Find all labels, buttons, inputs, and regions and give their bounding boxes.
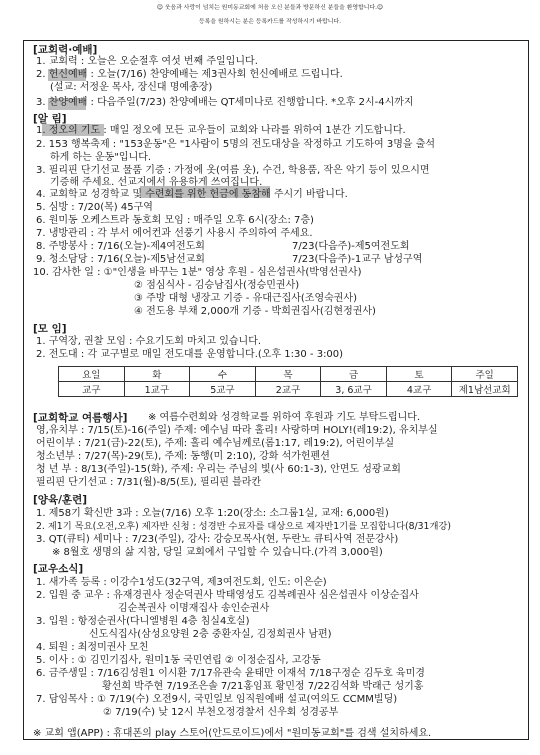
table-row [59,382,518,397]
training-line-2: 2. 제1기 목요(오전,오후) 제자반 신청 : 성경반 수료자를 대상으로 제자반1기를 모집합니다(8/31개강) [36,521,452,532]
notice-line-9b: 7/23(다음주)-1교구 남성구역 [292,254,423,265]
worship-line-1: 1. 교회력 : 오늘은 오순절후 여섯 번째 주일입니다. [36,56,258,67]
evangelism-schedule-table [58,366,518,397]
notice-line-8: 8. 주방봉사 : 7/16(오늘)-제4여전도회 [36,241,205,252]
notice-line-10d: ④ 전도용 부채 2,000개 기증 - 박희권집사(김현정권사) [134,306,376,317]
summer-line-1: 영,유치부 : 7/15(토)-16(주일) 주제: 예수님 따라 홀리! 사랑하며 HOLY!(레19:2), 유치부실 [36,425,438,436]
table-cell: 제1남선교회 [452,382,518,397]
notice-line-8b: 7/23(다음주)-제5여전도회 [292,241,410,252]
notice-line-3b: 기증해 주세요. 선교지에서 유용하게 쓰여집니다. [50,177,263,188]
summer-title-note: ※ 여름수련회와 성경학교를 위하여 후원과 기도 부탁드립니다. [148,412,421,423]
notice-line-10c: ③ 주방 대형 냉장고 기증 - 유대근집사(조영숙권사) [134,293,357,304]
summer-line-3: 청소년부 : 7/27(목)-29(토), 주제: 동행(미 2:10), 강화 석가헌펜션 [36,451,330,462]
news-line-1: 1. 새가족 등록 : 이강수1성도(32구역, 제3여전도회, 인도: 이은순) [36,577,327,588]
table-cell: 교구 [59,382,125,397]
news-line-4: 4. 퇴원 : 최정미권사 모친 [36,642,149,653]
notice-line-6: 6. 원미동 오케스트라 동호회 모임 : 매주일 오후 6시(장소: 7층) [36,215,314,226]
section-title-news: [교우소식] [33,563,84,575]
table-header-cell: 화 [124,367,190,382]
section-title-training: [양육/훈련] [33,494,88,506]
notice-line-9: 9. 청소담당 : 7/16(오늘)-제5남선교회 [36,254,205,265]
table-header-cell: 금 [321,367,387,382]
table-header-cell: 수 [190,367,256,382]
table-cell: 5교구 [190,382,256,397]
worship-line-4: 3. 찬양예배 : 다음주일(7/23) 찬양예배는 QT세미나로 진행합니다. *오후 2시-4시까지 [36,97,414,108]
section-title-meetings: [모 임] [33,323,67,335]
section-title-notices: [알 림] [33,113,67,125]
news-line-2b: 김순복권사 이명재집사 송인순권사 [118,603,270,614]
training-line-4: ※ 8월호 생명의 삶 지참, 당일 교회에서 구입할 수 있습니다.(가격 3,000원) [52,547,383,558]
notice-line-3: 3. 필리핀 단기선교 물품 기증 : 가정에 옷(여름 옷), 수건, 학용품, 작은 악기 등이 있으시면 [36,165,430,176]
table-cell: 1교구 [124,382,190,397]
notice-line-4: 4. 교회학교 성경학교 및 수련회를 위한 헌금에 동참해 주시기 바랍니다. [36,189,348,200]
news-line-7: 7. 담임목사 : ① 7/19(수) 오전9시, 국민일보 임직원예배 설교(여의도 CCMM빌딩) [36,694,398,705]
notice-line-5: 5. 심방 : 7/20(목) 45구역 [36,202,153,213]
news-line-3: 3. 입원 : 항정순권사(다니엘병원 4층 침실4호실) [36,616,250,627]
worship-line-2: 2. 헌신예배 : 오늘(7/16) 찬양예배는 제3권사회 헌신예배로 드립니다. [36,69,343,80]
table-header-cell: 목 [255,367,321,382]
notice-line-2b: 하게 하는 운동"입니다. [50,152,152,163]
table-cell: 4교구 [386,382,452,397]
notice-line-10: 10. 감사한 일 : ①"인생을 바꾸는 1분" 영상 후원 - 심은섭권사(박영선권사) [33,267,362,278]
app-install-note: ※ 교회 앱(APP) : 휴대폰의 play 스토어(안드로이드)에서 "원미동교회"를 검색 설치하세요. [33,728,432,739]
worship-line-3: (설교: 서정운 목사, 장신대 명예총장) [50,82,213,93]
table-cell: 2교구 [255,382,321,397]
news-line-7b: ② 7/19(수) 낮 12시 부천오정경찰서 신우회 성경공부 [103,707,339,718]
news-line-3b: 신도식집사(삼성요양원 2층 중환자실, 김정희권사 남편) [89,629,332,640]
notice-line-1: 1. 정오의 기도 : 매일 정오에 모든 교우들이 교회와 나라를 위하여 1분간 기도합니다. [36,125,406,136]
section-title-worship: [교회력·예배] [33,44,98,56]
notice-line-10b: ② 점심식사 - 김승남집사(정승민권사) [134,280,300,291]
summer-line-4: 청 년 부 : 8/13(주일)-15(화), 주제: 우리는 주님의 빛(사 60:1-3), 안면도 성광교회 [36,464,401,475]
meeting-line-2: 2. 전도대 : 각 교구별로 매일 전도대를 운영합니다.(오후 1:30 - 3:00) [36,349,344,360]
summer-line-5: 필리핀 단기선교 : 7/31(월)-8/5(토), 필리핀 블라칸 [36,477,262,488]
summer-line-2: 어린이부 : 7/21(금)-22(토), 주제: 홀리 예수님께로(롬1:17, 레19:2), 어린이부실 [36,438,395,449]
notice-line-7: 7. 냉방관리 : 각 부서 에어컨과 선풍기 사용시 주의하여 주세요. [36,228,313,239]
training-line-1: 1. 제58기 확신반 3과 : 오늘(7/16) 오후 1:20(장소: 소그룹1실, 교재: 6,000원) [36,508,389,519]
section-title-summer: [교회학교 여름행사] [33,412,128,424]
training-line-3: 3. QT(큐티) 세미나 : 7/23(주일), 강사: 강승모목사(현, 두란노 큐티사역 전문강사) [36,534,399,545]
welcome-line-2: 등록을 원하시는 분은 등록카드를 작성하시기 바랍니다. [198,19,342,25]
table-header-cell: 토 [386,367,452,382]
table-row [59,367,518,382]
news-line-6b: 황선희 박주현 7/19조은솔 7/21홍임표 황민정 7/22김석화 박래근 성기홍 [102,681,424,692]
table-header-cell: 요일 [59,367,125,382]
news-line-6: 6. 금주생일 : 7/16김성원1 이시환 7/17유관숙 윤태만 이재석 7/18구정순 김두호 육미경 [36,668,425,679]
table-cell: 3, 6교구 [321,382,387,397]
notice-line-2: 2. 153 행복축제 : "153운동"은 "1사람이 5명의 전도대상을 작정하고 기도하여 3명을 출석 [36,139,436,150]
news-line-5: 5. 이사 : ① 김민기집사, 원미1동 국민연립 ② 이정순집사, 고강동 [36,655,321,666]
meeting-line-1: 1. 구역장, 권찰 모임 : 수요기도회 마치고 있습니다. [36,336,262,347]
news-line-2: 2. 입원 중 교우 : 유재경권사 정순덕권사 박태영성도 김복례권사 심은섭권사 이상순집사 [36,590,419,601]
table-header-cell: 주일 [452,367,518,382]
welcome-line-1: ☺ 웃음과 사랑이 넘치는 원미동교회에 처음 오신 분들과 방문하신 분들을 환영합니다.☺ [156,5,384,11]
